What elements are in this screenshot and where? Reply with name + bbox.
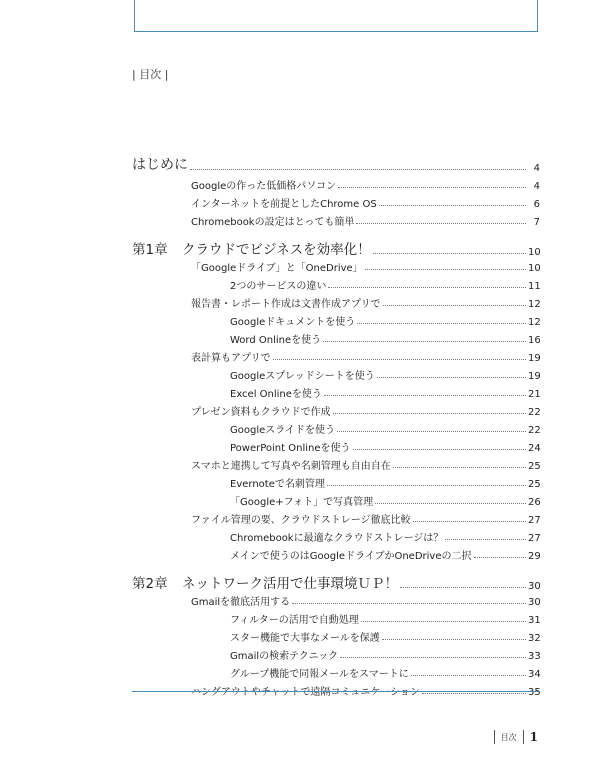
- toc-page-number: 29: [528, 551, 541, 562]
- toc-entry-title: グループ機能で同報メールをスマートに: [230, 669, 409, 680]
- chapter-title: クラウドでビジネスを効率化！: [182, 242, 371, 258]
- toc-page-number: 32: [528, 633, 541, 644]
- toc-entry-title: PowerPoint Onlineを使う: [230, 443, 351, 454]
- dot-leader: [361, 621, 526, 622]
- toc-page-number: 6: [533, 199, 540, 210]
- footer-separator: [494, 730, 495, 744]
- toc-page-number: 11: [528, 281, 541, 292]
- toc-entry-title: インターネットを前提としたChrome OS: [191, 199, 377, 210]
- toc-entry-title: はじめに: [132, 157, 188, 173]
- toc-page-number: 10: [528, 247, 541, 258]
- toc-entry-title: [132, 238, 371, 258]
- toc-entry[interactable]: [191, 680, 540, 698]
- toc-page-number: 19: [528, 353, 541, 364]
- dot-leader: [273, 359, 526, 360]
- chapter-number: 第2章: [132, 576, 168, 592]
- toc-page-number: 27: [528, 533, 541, 544]
- dot-leader: [365, 269, 526, 270]
- toc-entry-chapter-1[interactable]: [132, 238, 540, 258]
- toc-page-number: 12: [528, 317, 541, 328]
- toc-entry-title: 「Googleドライブ」と「OneDrive」: [191, 263, 363, 274]
- toc-entry[interactable]: [191, 454, 540, 472]
- toc-page-number: 30: [528, 597, 541, 608]
- toc-entry[interactable]: [230, 662, 540, 680]
- toc-entry-title: Chromebookの設定はとっても簡単: [191, 217, 355, 228]
- toc-page-number: 22: [528, 425, 541, 436]
- toc-page-number: 16: [528, 335, 541, 346]
- toc-entry[interactable]: [230, 544, 540, 562]
- dot-leader: [375, 503, 526, 504]
- chapter-number: 第1章: [132, 242, 168, 258]
- toc-page-number: 7: [533, 217, 540, 228]
- bottom-rule: [132, 691, 540, 692]
- toc-entry-title: Gmailの検索テクニック: [230, 651, 339, 662]
- toc-page-number: 25: [528, 461, 541, 472]
- toc-entry[interactable]: [230, 274, 540, 292]
- toc-entry-title: 表計算もアプリで: [191, 353, 271, 364]
- toc-entry[interactable]: [230, 644, 540, 662]
- dot-leader: [328, 287, 526, 288]
- dot-leader: [338, 187, 526, 188]
- dot-leader: [413, 521, 527, 522]
- toc-entry-title: Googleドキュメントを使う: [230, 317, 356, 328]
- dot-leader: [422, 693, 526, 694]
- toc-entry[interactable]: [191, 590, 540, 608]
- top-frame: [134, 0, 538, 32]
- dot-leader: [337, 431, 526, 432]
- toc-entry-title: [132, 572, 398, 592]
- toc-entry[interactable]: [230, 382, 540, 400]
- toc-entry-title: フィルターの活用で自動処理: [230, 615, 359, 626]
- toc-page-number: 24: [528, 443, 541, 454]
- toc-entry[interactable]: [230, 436, 540, 454]
- dot-leader: [357, 323, 526, 324]
- dot-leader: [400, 587, 526, 588]
- toc-entry-title: ハングアウトやチャットで遠隔コミュニケーション: [191, 687, 420, 698]
- dot-leader: [373, 253, 526, 254]
- toc-page-number: 31: [528, 615, 541, 626]
- toc-entry[interactable]: [191, 346, 540, 364]
- dot-leader: [356, 223, 526, 224]
- toc-entry[interactable]: [191, 256, 540, 274]
- dot-leader: [445, 539, 526, 540]
- toc-entry-title: ファイル管理の要、クラウドストレージ徹底比較: [191, 515, 411, 526]
- toc-entry[interactable]: [230, 364, 540, 382]
- toc-entry[interactable]: [230, 608, 540, 626]
- toc-entry-title: 2つのサービスの違い: [230, 281, 327, 292]
- toc-page-number: 27: [528, 515, 541, 526]
- page-heading: | 目次 |: [132, 68, 169, 81]
- toc-page-number: 10: [528, 263, 541, 274]
- dot-leader: [379, 205, 526, 206]
- footer-label: 目次: [500, 732, 517, 742]
- toc-entry[interactable]: [191, 192, 540, 210]
- toc-entry-intro[interactable]: [132, 154, 540, 174]
- toc-page-number: 33: [528, 651, 541, 662]
- toc-page-number: 30: [528, 581, 541, 592]
- toc-entry-title: スマホと連携して写真や名刺管理も自由自在: [191, 461, 391, 472]
- toc-page-number: 22: [528, 407, 541, 418]
- toc-entry-title: スター機能で大事なメールを保護: [230, 633, 380, 644]
- footer-page-number: 1: [529, 730, 538, 744]
- toc-entry-title: Googleの作った低価格パソコン: [191, 181, 337, 192]
- dot-leader: [377, 377, 526, 378]
- toc-entry[interactable]: [230, 490, 540, 508]
- toc-entry-title: Excel Onlineを使う: [230, 389, 322, 400]
- dot-leader: [340, 657, 526, 658]
- toc-entry[interactable]: [230, 310, 540, 328]
- toc-entry[interactable]: [191, 174, 540, 192]
- toc-entry-chapter-2[interactable]: [132, 572, 540, 592]
- toc-entry-title: 報告書・レポート作成は文書作成アプリで: [191, 299, 381, 310]
- dot-leader: [474, 557, 527, 558]
- toc-entry[interactable]: [191, 400, 540, 418]
- toc-entry[interactable]: [230, 328, 540, 346]
- dot-leader: [382, 639, 526, 640]
- toc-entry-title: メインで使うのはGoogleドライブかOneDriveの二択: [230, 551, 472, 562]
- dot-leader: [411, 675, 526, 676]
- dot-leader: [323, 341, 526, 342]
- toc-entry-title: Googleスライドを使う: [230, 425, 335, 436]
- toc-page-number: 12: [528, 299, 541, 310]
- toc-entry[interactable]: [230, 472, 540, 490]
- toc-entry[interactable]: [230, 418, 540, 436]
- dot-leader: [353, 449, 527, 450]
- dot-leader: [190, 169, 526, 170]
- toc-entry-title: プレゼン資料もクラウドで作成: [191, 407, 331, 418]
- dot-leader: [393, 467, 526, 468]
- toc-page-number: 25: [528, 479, 541, 490]
- toc-page-number: 4: [533, 181, 540, 192]
- dot-leader: [292, 603, 526, 604]
- toc-page-number: 35: [528, 687, 541, 698]
- toc-page-number: 21: [528, 389, 541, 400]
- toc-entry-title: Googleスプレッドシートを使う: [230, 371, 375, 382]
- toc-entry-title: 「Google+フォト」で写真管理: [230, 497, 374, 508]
- dot-leader: [333, 413, 526, 414]
- dot-leader: [383, 305, 526, 306]
- chapter-title: ネットワーク活用で仕事環境ＵＰ！: [182, 576, 398, 592]
- dot-leader: [327, 485, 526, 486]
- page-footer: [494, 730, 538, 744]
- toc-page-number: 19: [528, 371, 541, 382]
- toc-entry-title: Word Onlineを使う: [230, 335, 322, 346]
- toc-entry[interactable]: [191, 292, 540, 310]
- toc-entry[interactable]: [230, 626, 540, 644]
- toc-page-number: 4: [533, 163, 540, 174]
- toc-entry[interactable]: [191, 508, 540, 526]
- toc-page-number: 26: [528, 497, 541, 508]
- toc-entry-title: Evernoteで名刺管理: [230, 479, 325, 490]
- toc-entry[interactable]: [230, 526, 540, 544]
- dot-leader: [324, 395, 526, 396]
- toc-entry[interactable]: [191, 210, 540, 228]
- toc-entry-title: Gmailを徹底活用する: [191, 597, 291, 608]
- footer-separator: [523, 730, 524, 744]
- toc-page-number: 34: [528, 669, 541, 680]
- toc-entry-title: Chromebookに最適なクラウドストレージは？: [230, 533, 444, 544]
